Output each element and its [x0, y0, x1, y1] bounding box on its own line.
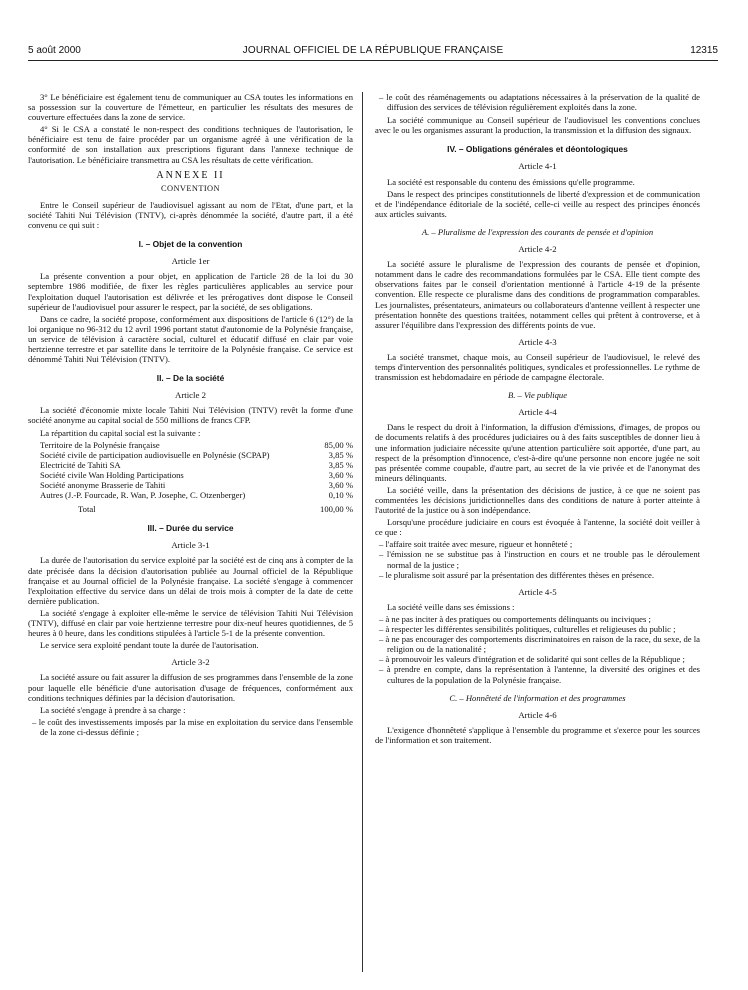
share-percentage: 85,00 %	[324, 439, 353, 450]
section-heading: III. – Durée du service	[147, 523, 234, 534]
table-row	[28, 470, 353, 480]
shareholder-name: Société civile Wan Holding Participations	[40, 469, 184, 480]
list-item: – à promouvoir les valeurs d'intégration et de solidarité qui sont celles de la République ;	[379, 654, 685, 665]
article-heading: Article 4-3	[518, 336, 557, 347]
subsection-heading: A. – Pluralisme de l'expression des courants de pensée et d'opinion	[421, 226, 654, 237]
paragraph: La société veille, dans la présentation des décisions de justice, à ce que ne soient pas commentées les décisions juridictionnelles dans des conditions de nature à porter atteinte à l'autorité de la justice ou à son indépendance.	[375, 484, 700, 516]
section-heading: I. – Objet de la convention	[138, 239, 243, 250]
shareholder-name: Territoire de la Polynésie française	[40, 439, 160, 450]
header-journal-title: JOURNAL OFFICIEL DE LA RÉPUBLIQUE FRANÇAISE	[242, 45, 504, 56]
paragraph: La société s'engage à prendre à sa charge :	[40, 704, 186, 715]
paragraph: L'exigence d'honnêteté s'applique à l'ensemble du programme et s'exerce pour les sources de l'information et son traitement.	[375, 724, 700, 745]
subsection-heading: C. – Honnêteté de l'information et des programmes	[449, 692, 626, 703]
section-heading: IV. – Obligations générales et déontologiques	[447, 144, 628, 155]
table-row	[28, 460, 353, 470]
paragraph: La durée de l'autorisation du service exploité par la société est de cinq ans à compter de la date précisée dans la décision d'autorisation publiée au Journal officiel de la République française et au Journal officiel de la Polynésie française. La société s'engage à commencer l'exploitation effective du service dans un délai de trois mois à compter de la date de cette dernière publication.	[28, 555, 353, 606]
paragraph: Entre le Conseil supérieur de l'audiovisuel agissant au nom de l'Etat, d'une part, et la société Tahiti Nui Télévision (TNTV), ci-après dénommée la société, d'autre part, il a été convenu ce qui suit :	[28, 199, 353, 231]
shareholder-name: Autres (J.-P. Fourcade, R. Wan, P. Josephe, C. Otzenberger)	[40, 490, 246, 501]
section-heading: II. – De la société	[156, 373, 225, 384]
paragraph: La société communique au Conseil supérieur de l'audiovisuel les conventions conclues avec le ou les organismes assurant la production, la transmission et la diffusion des signaux.	[375, 115, 700, 136]
paragraph: La société d'économie mixte locale Tahiti Nui Télévision (TNTV) revêt la forme d'une société anonyme au capital social de 550 millions de francs CFP.	[28, 405, 353, 426]
subsection-heading: B. – Vie publique	[507, 390, 568, 401]
article-heading: Article 4-1	[518, 161, 557, 172]
table-row	[28, 480, 353, 490]
table-row	[28, 450, 353, 460]
article-heading: Article 3-1	[171, 540, 210, 551]
list-item: – l'émission ne se substitue pas à l'instruction en cours et ne trouble pas le déroulement normal de la justice ;	[379, 549, 700, 570]
column-separator	[362, 92, 363, 972]
shareholder-name: Electricité de Tahiti SA	[40, 459, 121, 470]
article-heading: Article 2	[174, 390, 207, 401]
right-column	[375, 92, 700, 747]
total-label: Total	[78, 504, 96, 515]
paragraph: Dans le respect du droit à l'information, la diffusion d'émissions, d'images, de propos ou de documents relatifs à des procédures judiciaires ou à des faits susceptibles de donner lieu à une information judiciaire nécessite qu'une attention particulière soit apportée, d'une part, au respect de la présomption d'innocence, c'est-à-dire qu'une personne non encore jugée ne soit pas présentée comme coupable, d'autre part, au secret de la vie privée et de l'anonymat des mineurs délinquants.	[375, 422, 700, 483]
annex-subtitle: CONVENTION	[161, 183, 220, 193]
total-value: 100,00 %	[320, 504, 353, 515]
article-heading: Article 4-4	[518, 407, 557, 418]
article-heading: Article 4-5	[518, 586, 557, 597]
share-percentage: 3,60 %	[328, 480, 353, 490]
bullet-list	[375, 539, 700, 579]
list-item: – le coût des réaménagements ou adaptations nécessaires à la préservation de la qualité de diffusion des services de télévision régulièrement exploités dans la zone.	[379, 92, 700, 113]
paragraph: Le service sera exploité pendant toute la durée de l'autorisation.	[40, 640, 259, 651]
list-item: – à ne pas inciter à des pratiques ou comportements délinquants ou inciviques ;	[379, 613, 651, 624]
list-item: – le pluralisme soit assuré par la présentation des différentes thèses en présence.	[379, 569, 654, 580]
bullet-list	[375, 614, 700, 685]
paragraph: Dans ce cadre, la société propose, conformément aux dispositions de l'article 6 (12°) de la loi organique no 96-312 du 12 avril 1996 portant statut d'autonomie de la Polynésie française, un service de télévision à caractère social, culturel et éducatif diffusé en clair par voie hertzienne terrestre et par satellite dans le territoire de la Polynésie française. Ce service est dénommé Tahiti Nui Télévision (TNTV).	[28, 313, 353, 365]
paragraph: La société transmet, chaque mois, au Conseil supérieur de l'audiovisuel, le relevé des temps d'intervention des personnalités politiques, syndicales et professionnelles. Le rythme de transmission est hebdomadaire en période de campagne électorale.	[375, 351, 700, 383]
left-column	[28, 92, 353, 740]
header-date: 5 août 2000	[28, 45, 81, 56]
paragraph: 4° Si le CSA a constaté le non-respect des conditions techniques de l'autorisation, le bénéficiaire est tenu de faire procéder par un organisme agréé à une vérification de la conformité de son installation aux prescriptions figurant dans l'annexe technique de l'autorisation. Le bénéficiaire transmettra au CSA les résultats de cette vérification.	[28, 124, 353, 165]
paragraph: La société s'engage à exploiter elle-même le service de télévision Tahiti Nui Télévision (TNTV), diffusé en clair par voie hertzienne terrestre pour dix-neuf heures quotidiennes, de 5 heures à 0 heure, dans les conditions stipulées à l'article 5-1 de la présente convention.	[28, 607, 353, 639]
bullet-list	[28, 717, 353, 737]
list-item: – l'affaire soit traitée avec mesure, rigueur et honnêteté ;	[379, 539, 573, 550]
paragraph: La société veille dans ses émissions :	[387, 601, 515, 612]
capital-table	[28, 440, 353, 515]
shareholder-name: Société anonyme Brasserie de Tahiti	[40, 480, 166, 490]
paragraph: La société assure le pluralisme de l'expression des courants de pensée et d'opinion, notamment dans le cadre des recommandations formulées par le CSA. Elle tient compte des observations faites par le conseil d'orientation mentionné à l'article 4-19 de la présente convention. Elle respecte ce pluralisme dans des conditions de programmation comparables. Les journalistes, présentateurs, animateurs ou collaborateurs d'antenne veillent à respecter une présentation honnête des questions traitées, notamment celles qui prêtent à controverse, et à assurer l'équilibre dans l'expression des différents points de vue.	[375, 259, 700, 330]
header-page-number: 12315	[690, 45, 718, 56]
article-heading: Article 4-6	[518, 709, 557, 720]
paragraph: Lorsqu'une procédure judiciaire en cours est évoquée à l'antenne, la société doit veiller à ce que :	[375, 517, 700, 538]
page-header	[28, 45, 718, 59]
list-item: – à ne pas encourager des comportements discriminatoires en raison de la race, du sexe, de la religion ou de la nationalité ;	[379, 634, 700, 655]
paragraph: La société assure ou fait assurer la diffusion de ses programmes dans l'ensemble de la zone pour laquelle elle bénéficie d'une autorisation d'usage de fréquences, conformément aux conditions techniques définies par la décision d'autorisation.	[28, 672, 353, 703]
share-percentage: 3,60 %	[328, 469, 353, 480]
paragraph: Dans le respect des principes constitutionnels de liberté d'expression et de communication et de l'indépendance éditoriale de la société, celle-ci veille au respect des principes énoncés aux articles suivants.	[375, 188, 700, 219]
header-rule	[28, 60, 718, 61]
article-heading: Article 1er	[171, 256, 210, 267]
paragraph: 3° Le bénéficiaire est également tenu de communiquer au CSA toutes les informations en sa possession sur la couverture de l'émetteur, en particulier les résultats des mesures de couverture effectuées dans la zone de service.	[28, 92, 353, 123]
list-item: – le coût des investissements imposés par la mise en exploitation du service dans l'ensemble de la zone ci-dessus définie ;	[32, 716, 353, 737]
capital-total-row	[28, 500, 353, 514]
paragraph: La présente convention a pour objet, en application de l'article 28 de la loi du 30 septembre 1986 modifiée, de fixer les règles particulières applicables au service pour l'exploitation duquel l'autorisation est délivrée et les prérogatives dont dispose le Conseil supérieur de l'audiovisuel pour assurer le respect, par la société, de ses obligations.	[28, 271, 353, 312]
share-percentage: 0,10 %	[328, 490, 353, 501]
bullet-list	[375, 92, 700, 112]
list-item: – à prendre en compte, dans la représentation à l'antenne, la diversité des origines et des cultures de la population de la Polynésie française.	[379, 664, 700, 685]
shareholder-name: Société civile de participation audiovisuelle en Polynésie (SCPAP)	[40, 449, 270, 460]
annex-title: ANNEXE II	[156, 169, 225, 181]
table-row	[28, 440, 353, 450]
table-row	[28, 490, 353, 500]
share-percentage: 3,85 %	[328, 449, 353, 460]
article-heading: Article 3-2	[171, 657, 210, 668]
article-heading: Article 4-2	[518, 244, 557, 255]
paragraph: La répartition du capital social est la suivante :	[40, 427, 201, 438]
share-percentage: 3,85 %	[328, 459, 353, 470]
paragraph: La société est responsable du contenu des émissions qu'elle programme.	[387, 176, 635, 187]
list-item: – à respecter les différentes sensibilités politiques, culturelles et religieuses du public ;	[379, 624, 676, 635]
